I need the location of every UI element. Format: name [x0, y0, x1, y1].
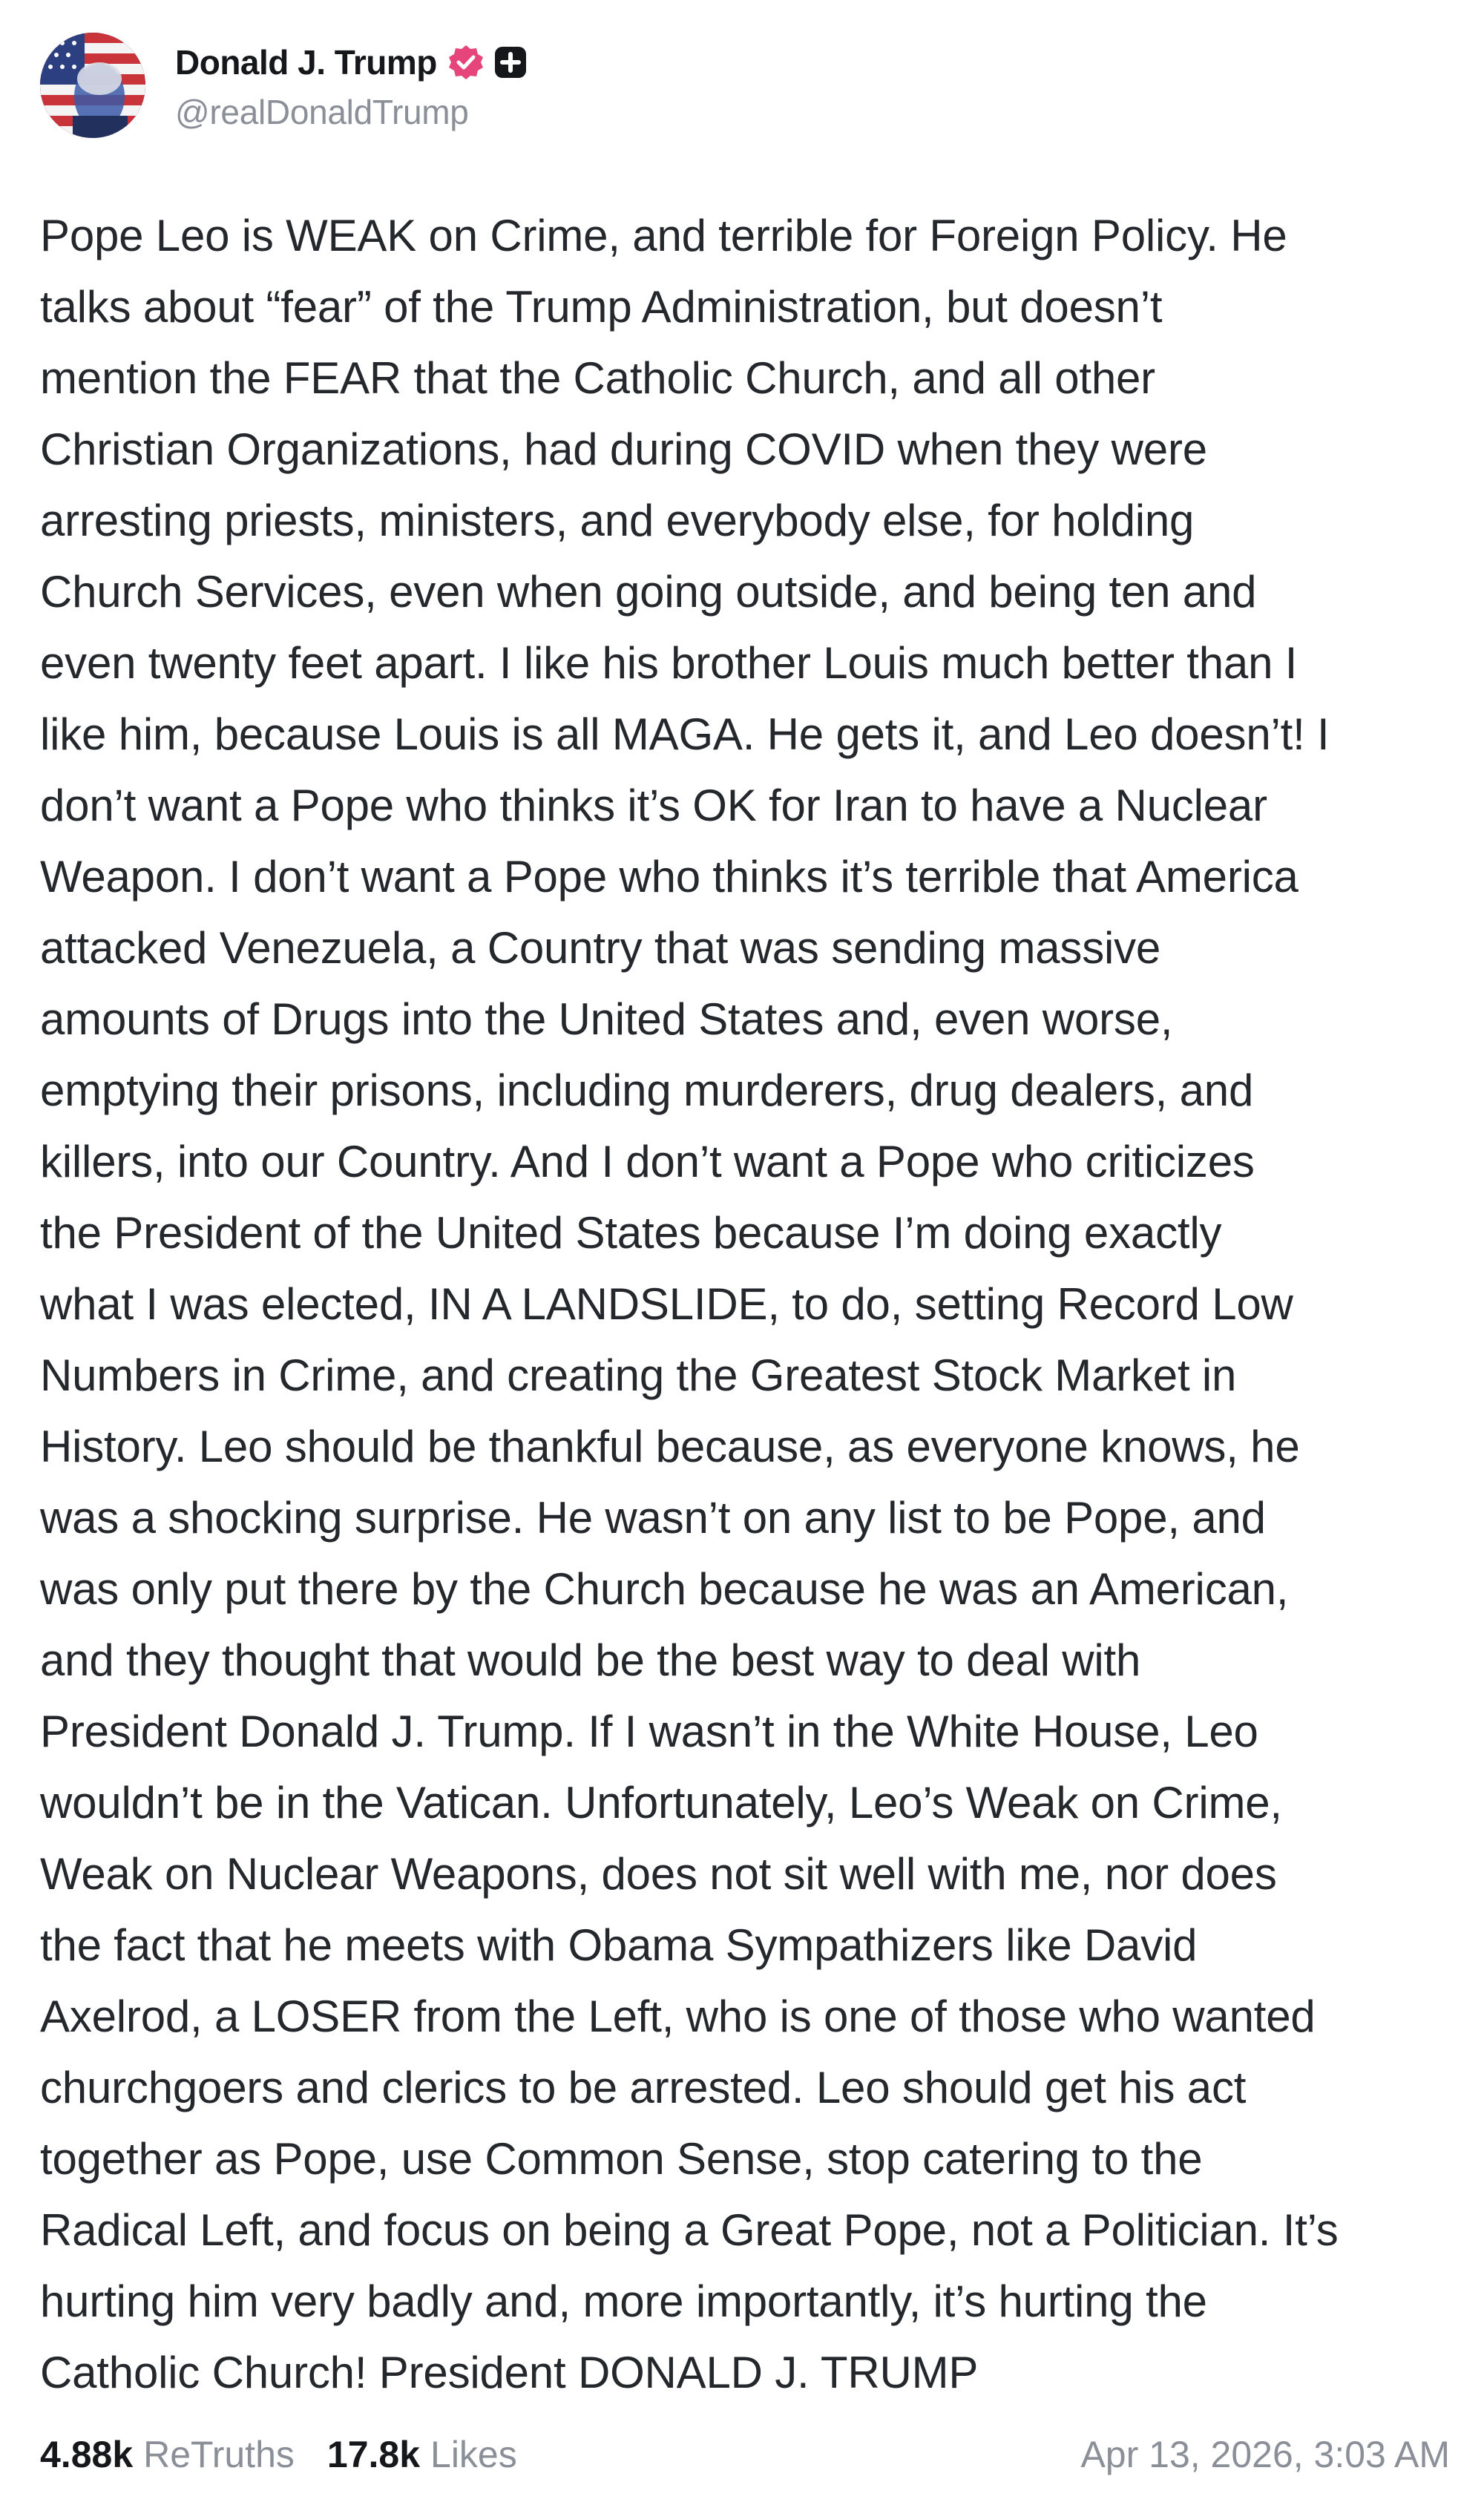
- likes-label: Likes: [430, 2434, 517, 2475]
- verified-badge-icon: [447, 44, 485, 81]
- post-header: [40, 30, 528, 141]
- display-name[interactable]: Donald J. Trump: [175, 43, 437, 82]
- likes-stat[interactable]: [327, 2433, 517, 2476]
- avatar[interactable]: [40, 33, 145, 138]
- retruths-label: ReTruths: [143, 2434, 295, 2475]
- avatar-image: [40, 33, 145, 138]
- name-row: [175, 39, 528, 86]
- post-timestamp[interactable]: Apr 13, 2026, 3:03 AM: [1080, 2434, 1450, 2475]
- post-footer: [40, 2425, 1450, 2484]
- author-handle[interactable]: @realDonaldTrump: [175, 93, 469, 131]
- plus-badge-icon[interactable]: [493, 45, 528, 79]
- post-text: Pope Leo is WEAK on Crime, and terrible for Foreign Policy. He talks about “fear” of the Trump Administration, but doesn’t mention the FEAR that the Catholic Church, and all other Christian Organizations, had during COVID when they were arresting priests, ministers, and everybody else, for holding Church Services, even when going outside, and being ten and even twenty feet apart. I like his brother Louis much better than I like him, because Louis is all MAGA. He gets it, and Leo doesn’t! I don’t want a Pope who thinks it’s OK for Iran to have a Nuclear Weapon. I don’t want a Pope who thinks it’s terrible that America attacked Venezuela, a Country that was sending massive amounts of Drugs into the United States and, even worse, emptying their prisons, including murderers, drug dealers, and killers, into our Country. And I don’t want a Pope who criticizes the President of the United States because I’m doing exactly what I was elected, IN A LANDSLIDE, to do, setting Record Low Numbers in Crime, and creating the Greatest Stock Market in History. Leo should be thankful because, as everyone knows, he was a shocking surprise. He wasn’t on any list to be Pope, and was only put there by the Church because he was an American, and they thought that would be the best way to deal with President Donald J. Trump. If I wasn’t in the White House, Leo wouldn’t be in the Vatican. Unfortunately, Leo’s Weak on Crime, Weak on Nuclear Weapons, does not sit well with me, nor does the fact that he meets with Obama Sympathizers like David Axelrod, a LOSER from the Left, who is one of those who wanted churchgoers and clerics to be arrested. Leo should get his act together as Pope, use Common Sense, stop catering to the Radical Left, and focus on being a Great Pope, not a Politician. It’s hurting him very badly and, more importantly, it’s hurting the Catholic Church! President DONALD J. TRUMP: [40, 211, 1339, 2397]
- retruths-count: 4.88k: [40, 2434, 134, 2475]
- retruths-stat[interactable]: [40, 2433, 295, 2476]
- author-block: [175, 39, 528, 132]
- post-stats: [40, 2433, 550, 2476]
- likes-count: 17.8k: [326, 2434, 421, 2475]
